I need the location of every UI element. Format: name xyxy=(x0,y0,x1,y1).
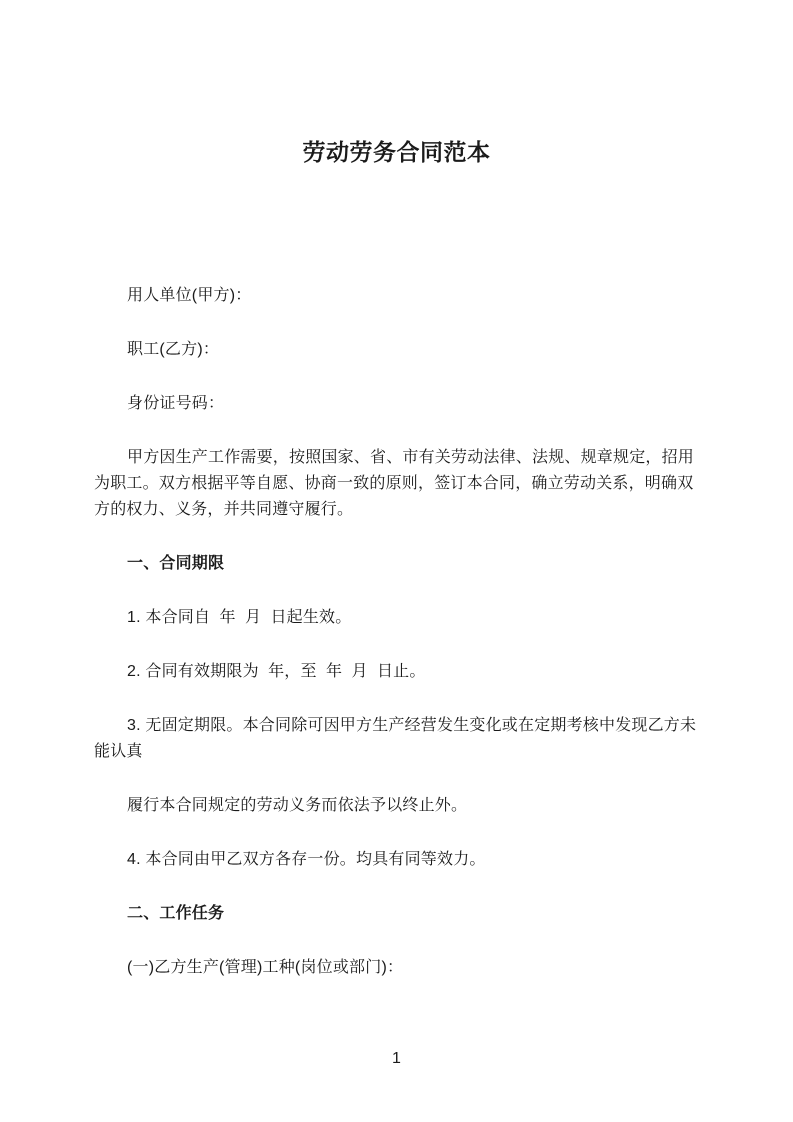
clause-1-3-continuation: 履行本合同规定的劳动义务而依法予以终止外。 xyxy=(127,797,468,814)
section-1-heading: 一、合同期限 xyxy=(127,555,225,572)
section-2-heading: 二、工作任务 xyxy=(127,905,225,922)
document-title: 劳动劳务合同范本 xyxy=(302,139,491,165)
document-body xyxy=(0,283,793,981)
clause-2-1: (一)乙方生产(管理)工种(岗位或部门)： xyxy=(127,959,404,976)
clause-1-3-line-1: 3. 无固定期限。本合同除可因甲方生产经营发生变化或在定期考核中发现乙方未 xyxy=(127,717,697,734)
clause-1-1: 1. 本合同自 年 月 日起生效。 xyxy=(127,609,352,626)
clause-1-4: 4. 本合同由甲乙双方各存一份。均具有同等效力。 xyxy=(127,851,486,868)
intro-paragraph-line-3: 方的权力、义务，并共同遵守履行。 xyxy=(94,501,354,518)
intro-paragraph-line-2: 为职工。双方根据平等自愿、协商一致的原则，签订本合同，确立劳动关系，明确双 xyxy=(94,475,694,492)
id-number-line: 身份证号码： xyxy=(127,395,225,412)
clause-1-2: 2. 合同有效期限为 年，至 年 月 日止。 xyxy=(127,663,426,680)
page-number: 1 xyxy=(392,1050,401,1067)
party-a-line: 用人单位(甲方)： xyxy=(127,287,252,304)
clause-1-3-line-2: 能认真 xyxy=(94,743,143,760)
intro-paragraph-line-1: 甲方因生产工作需要，按照国家、省、市有关劳动法律、法规、规章规定，招用 xyxy=(127,449,695,466)
party-b-line: 职工(乙方)： xyxy=(127,341,220,358)
